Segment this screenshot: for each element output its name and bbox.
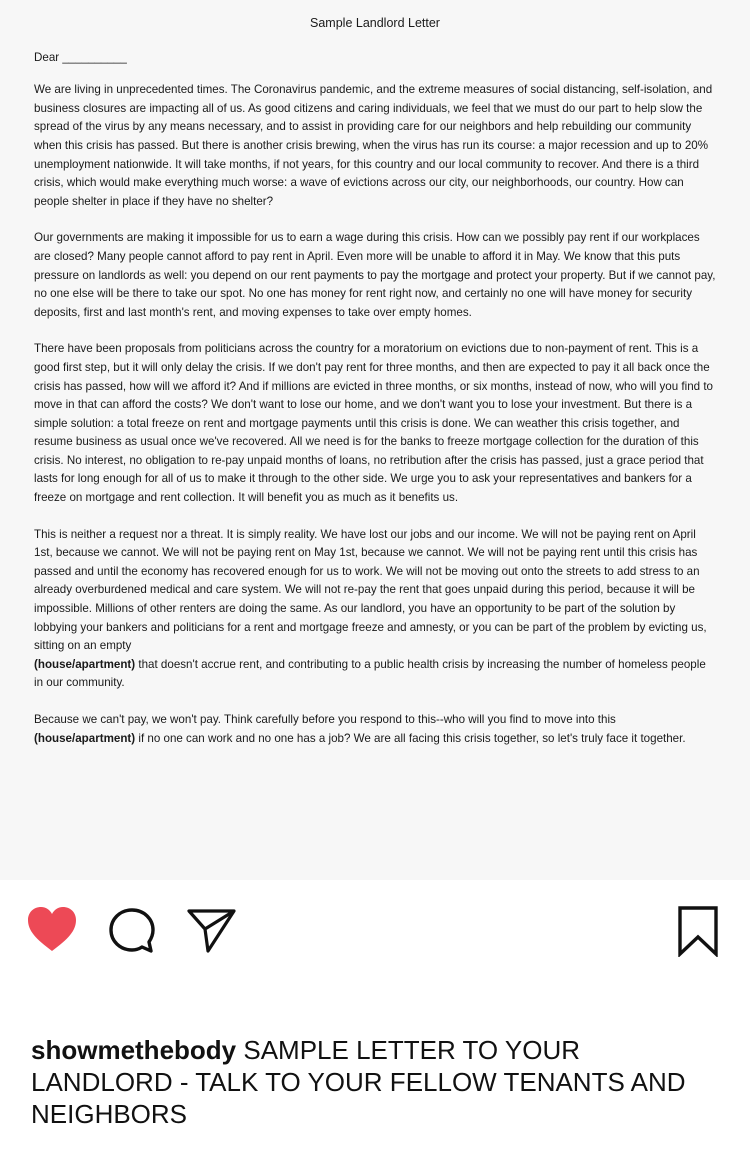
letter-paragraph-5-text: Because we can't pay, we won't pay. Think carefully before you respond to this--who will you find to move into this bbox=[34, 713, 616, 726]
letter-title: Sample Landlord Letter bbox=[310, 16, 440, 30]
letter-paragraph-5-rest: if no one can work and no one has a job? We are all facing this crisis together, so let's truly face it together. bbox=[135, 731, 686, 745]
letter-paragraph-1: We are living in unprecedented times. The Coronavirus pandemic, and the extreme measures of social distancing, self-isolation, and business closures are impacting all of us. As good citizens and caring individuals, we feel that we must do our part to help slow the spread of the virus by any means necessary, and to assist in providing care for our neighbors and help rebuilding our community when this crisis has passed. But there is another crisis brewing, when the virus has run its course: a major recession and up to 20% unemployment nationwide. It will take months, if not years, for this country and our local community to recover. And there is a third crisis, which would make everything much worse: a wave of evictions across our city, our neighborhoods, our country. How can people shelter in place if they have no shelter? bbox=[34, 83, 713, 208]
letter-paragraph-4-bold: (house/apartment) bbox=[34, 657, 136, 671]
post-caption bbox=[31, 1034, 721, 1130]
paper-plane-icon bbox=[186, 905, 238, 957]
comment-icon bbox=[106, 905, 158, 957]
letter-paragraph-2: Our governments are making it impossible for us to earn a wage during this crisis. How can we possibly pay rent if our workplaces are closed? Many people cannot afford to pay rent in April. Even more will be unable to afford it in May. We know that this puts pressure on landlords as well: you depend on our rent payments to pay the mortgage and protect your property. But if we cannot pay, no one else will be there to take our spot. No one has money for rent right now, and certainly no one will have money for security deposits, first and last month's rent, and moving expenses to take over empty homes. bbox=[34, 231, 716, 319]
letter-paragraph-4-text: This is neither a request nor a threat. It is simply reality. We have lost our jobs and our income. We will not be paying rent on April 1st, because we cannot. We will not be paying rent on May 1st, because we cannot. We will not be paying rent until this crisis has passed and until the economy has recovered enough for us to work. We will not be moving out onto the streets to add stress to an already overburdened medical and care system. We will not re-pay the rent that goes unpaid during this period, because it will be impossible. Millions of other renters are doing the same. As our landlord, you have an opportunity to be part of the solution by lobbying your bankers and politicians for a rent and mortgage freeze and amnesty, or you can be part of the problem by evicting us, sitting on an empty bbox=[34, 527, 707, 653]
like-button[interactable] bbox=[26, 905, 78, 955]
letter-paragraph-5 bbox=[34, 711, 716, 748]
letter-paragraph-3: There have been proposals from politicians across the country for a moratorium on evictions due to non-payment of rent. This is a good first step, but it will only delay the crisis. If we don't pay rent for three months, and then are expected to pay it all back once the crisis has passed, how will we afford it? And if millions are evicted in three months, or six months, instead of now, who will you find to move in that can afford the costs? We don't want to lose our home, and we don't want you to lose your investment. But there is a simple solution: a total freeze on rent and mortgage payments until this crisis is done. We can weather this crisis together, and resume business as usual once we've recovered. All we need is for the banks to freeze mortgage collection for the duration of this crisis. No interest, no obligation to re-pay unpaid months of loans, no retribution after the crisis has passed, just a grace period that lasts for long enough for all of us to make it through to the other side. We urge you to ask your representatives and bankers for a freeze on mortgage and rent collection. It will benefit you as much as it benefits us. bbox=[34, 342, 713, 505]
letter-salutation: Dear __________ bbox=[34, 50, 127, 64]
letter-paragraph-5-bold: (house/apartment) bbox=[34, 731, 136, 745]
letter-document bbox=[34, 14, 716, 766]
comment-button[interactable] bbox=[106, 905, 158, 957]
post-action-bar bbox=[0, 905, 750, 965]
caption-text: SAMPLE LETTER TO YOUR LANDLORD - TALK TO YOUR FELLOW TENANTS AND NEIGHBORS bbox=[31, 1035, 686, 1129]
heart-icon bbox=[26, 905, 78, 955]
save-button[interactable] bbox=[676, 905, 720, 957]
letter-paragraph-4-rest: that doesn't accrue rent, and contributing to a public health crisis by increasing the number of homeless people in our community. bbox=[34, 657, 706, 690]
carousel-indicator bbox=[438, 998, 558, 1006]
letter-paragraph-4 bbox=[34, 526, 716, 693]
share-button[interactable] bbox=[186, 905, 238, 957]
bookmark-icon bbox=[676, 905, 720, 957]
caption-username[interactable]: showmethebody bbox=[31, 1035, 237, 1065]
